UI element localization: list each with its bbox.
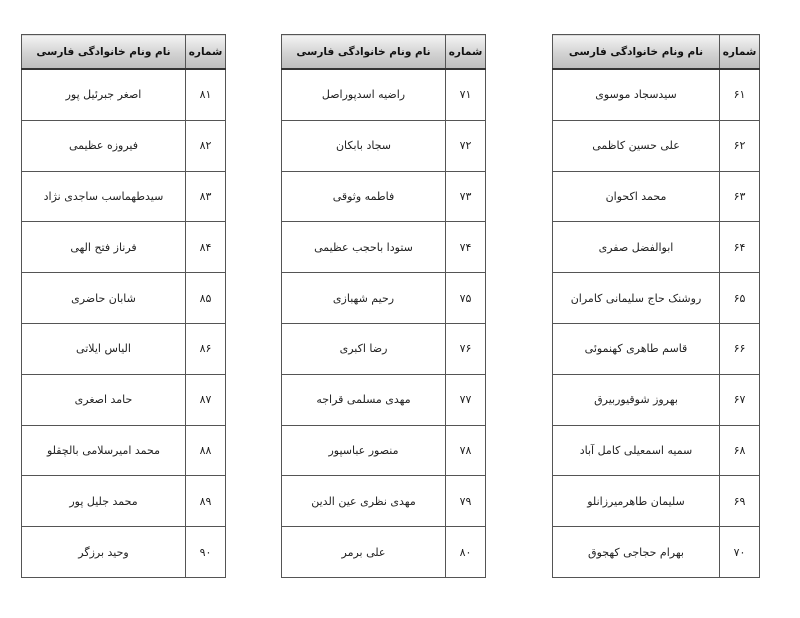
row-number-cell: ۶۴ <box>720 222 760 273</box>
row-number-cell: ۸۲ <box>186 120 226 171</box>
row-number-cell: ۸۵ <box>186 273 226 324</box>
row-number-cell: ۶۶ <box>720 323 760 374</box>
roster-table-81-90 <box>21 34 226 578</box>
row-name-cell: منصور عباسپور <box>282 425 446 476</box>
row-name-cell: ستودا باحجب عظیمی <box>282 222 446 273</box>
table-row <box>22 273 226 324</box>
row-number-cell: ۷۰ <box>720 527 760 578</box>
row-number-cell: ۷۸ <box>446 425 486 476</box>
row-number-cell: ۷۷ <box>446 374 486 425</box>
row-number-cell: ۸۷ <box>186 374 226 425</box>
row-name-cell: حامد اصغری <box>22 374 186 425</box>
table-row <box>553 69 760 120</box>
table-row <box>22 323 226 374</box>
table-row <box>22 69 226 120</box>
row-name-cell: علی حسین کاظمی <box>553 120 720 171</box>
number-column-header: شماره <box>186 35 226 70</box>
row-name-cell: مهدی نظری عین الدین <box>282 476 446 527</box>
table-row <box>282 425 486 476</box>
table-row <box>282 273 486 324</box>
row-number-cell: ۶۸ <box>720 425 760 476</box>
table-row <box>22 527 226 578</box>
table-row <box>22 222 226 273</box>
row-name-cell: رحیم شهبازی <box>282 273 446 324</box>
table-row <box>553 120 760 171</box>
row-number-cell: ۷۳ <box>446 171 486 222</box>
table-row <box>282 374 486 425</box>
row-name-cell: الیاس ایلاتی <box>22 323 186 374</box>
row-name-cell: محمد اکحوان <box>553 171 720 222</box>
row-name-cell: سمیه اسمعیلی کامل آباد <box>553 425 720 476</box>
row-number-cell: ۸۶ <box>186 323 226 374</box>
row-number-cell: ۶۳ <box>720 171 760 222</box>
row-name-cell: سیدسجاد موسوی <box>553 69 720 120</box>
row-number-cell: ۸۱ <box>186 69 226 120</box>
table-row <box>553 222 760 273</box>
row-name-cell: فرناز فتح الهی <box>22 222 186 273</box>
name-column-header: نام ونام خانوادگی فارسی <box>553 35 720 70</box>
table-header-row <box>22 35 226 70</box>
row-name-cell: راضیه اسدپوراصل <box>282 69 446 120</box>
row-number-cell: ۶۹ <box>720 476 760 527</box>
row-number-cell: ۷۵ <box>446 273 486 324</box>
table-row <box>553 527 760 578</box>
row-name-cell: قاسم طاهری کهنموئی <box>553 323 720 374</box>
table-row <box>282 69 486 120</box>
row-name-cell: اصغر جبرئیل پور <box>22 69 186 120</box>
number-column-header: شماره <box>720 35 760 70</box>
table-row <box>22 120 226 171</box>
table-row <box>22 425 226 476</box>
row-number-cell: ۶۲ <box>720 120 760 171</box>
table-row <box>282 120 486 171</box>
table-row <box>282 476 486 527</box>
row-name-cell: محمد جلیل پور <box>22 476 186 527</box>
row-number-cell: ۷۶ <box>446 323 486 374</box>
row-name-cell: بهروز شوقیوربیرق <box>553 374 720 425</box>
table-row <box>282 171 486 222</box>
row-name-cell: علی برمر <box>282 527 446 578</box>
table-row <box>282 222 486 273</box>
row-name-cell: سیدطهماسب ساجدی نژاد <box>22 171 186 222</box>
table-body <box>22 69 226 577</box>
table-row <box>282 527 486 578</box>
table-row <box>553 425 760 476</box>
table-row <box>553 476 760 527</box>
table-row <box>22 171 226 222</box>
table-header-row <box>282 35 486 70</box>
row-name-cell: محمد امیرسلامی بالچقلو <box>22 425 186 476</box>
row-number-cell: ۸۰ <box>446 527 486 578</box>
roster-table-71-80 <box>281 34 486 578</box>
row-name-cell: روشنک حاج سلیمانی کامران <box>553 273 720 324</box>
row-name-cell: رضا اکبری <box>282 323 446 374</box>
row-number-cell: ۷۱ <box>446 69 486 120</box>
row-number-cell: ۷۹ <box>446 476 486 527</box>
row-name-cell: فیروزه عظیمی <box>22 120 186 171</box>
table-body <box>553 69 760 577</box>
table-row <box>282 323 486 374</box>
table-row <box>553 171 760 222</box>
table-row <box>553 374 760 425</box>
table-body <box>282 69 486 577</box>
row-name-cell: فاطمه وثوقی <box>282 171 446 222</box>
name-column-header: نام ونام خانوادگی فارسی <box>22 35 186 70</box>
row-number-cell: ۹۰ <box>186 527 226 578</box>
row-number-cell: ۸۸ <box>186 425 226 476</box>
row-name-cell: مهدی مسلمی قراجه <box>282 374 446 425</box>
row-name-cell: شابان حاضری <box>22 273 186 324</box>
row-number-cell: ۷۴ <box>446 222 486 273</box>
row-number-cell: ۶۷ <box>720 374 760 425</box>
row-number-cell: ۶۵ <box>720 273 760 324</box>
row-number-cell: ۸۳ <box>186 171 226 222</box>
number-column-header: شماره <box>446 35 486 70</box>
row-name-cell: ابوالفضل صفری <box>553 222 720 273</box>
row-name-cell: سلیمان طاهرمیرزانلو <box>553 476 720 527</box>
row-name-cell: وحید برزگر <box>22 527 186 578</box>
table-row <box>553 273 760 324</box>
table-row <box>22 374 226 425</box>
name-column-header: نام ونام خانوادگی فارسی <box>282 35 446 70</box>
row-number-cell: ۸۹ <box>186 476 226 527</box>
table-header-row <box>553 35 760 70</box>
table-row <box>553 323 760 374</box>
row-number-cell: ۷۲ <box>446 120 486 171</box>
row-name-cell: سجاد بابکان <box>282 120 446 171</box>
row-number-cell: ۸۴ <box>186 222 226 273</box>
row-name-cell: بهرام حجاجی کهجوق <box>553 527 720 578</box>
roster-table-61-70 <box>552 34 760 578</box>
table-row <box>22 476 226 527</box>
row-number-cell: ۶۱ <box>720 69 760 120</box>
